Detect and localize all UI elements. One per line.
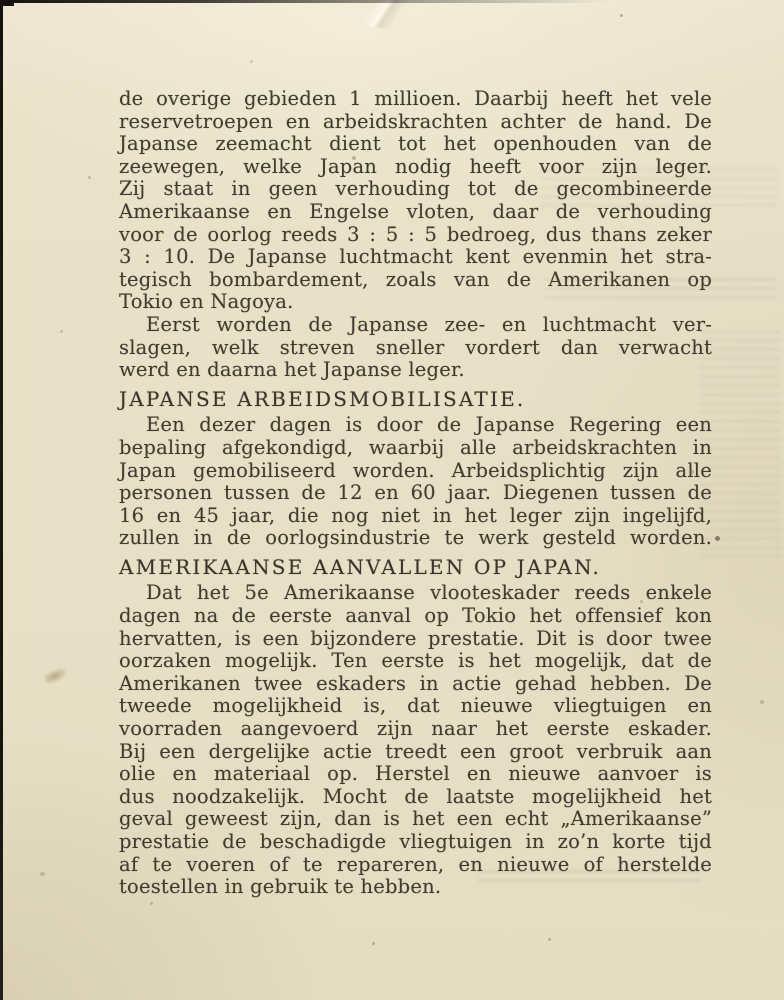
text-line: personen tussen de 12 en 60 jaar. Diegenen tussen de xyxy=(119,481,712,505)
text-line: Japan gemobiliseerd worden. Arbeidsplichtig zijn alle xyxy=(119,458,712,482)
text-line: Dat het 5e Amerikaanse vlooteskader reeds enkele xyxy=(146,581,712,605)
paper-speck xyxy=(470,620,473,623)
text-line: zeewegen, welke Japan nodig heeft voor zijn leger. xyxy=(119,154,712,178)
body-paragraph xyxy=(119,314,712,382)
text-line: Tokio en Nagoya. xyxy=(119,290,294,314)
text-line: dus noodzakelijk. Mocht de laatste mogelijkheid het xyxy=(119,784,712,808)
show-through-smudge xyxy=(545,278,777,304)
paper-speck xyxy=(690,470,694,474)
text-line: Zij staat in geen verhouding tot de gecombineerde xyxy=(119,177,712,201)
text-line: de overige gebieden 1 millioen. Daarbij heeft het vele xyxy=(119,87,712,110)
section-heading: JAPANSE ARBEIDSMOBILISATIE. xyxy=(119,386,526,411)
text-line: olie en materiaal op. Herstel en nieuwe aanvoer is xyxy=(119,762,712,786)
text-line: af te voeren of te repareren, en nieuwe of herstelde xyxy=(119,852,712,876)
scan-edge-artifact xyxy=(0,0,14,6)
paper-speck xyxy=(88,176,91,179)
paper-speck xyxy=(548,938,551,941)
text-line: prestatie de beschadigde vliegtuigen in zo’n korte tijd xyxy=(119,830,712,853)
text-line: tegisch bombardement, zoals van de Amerikanen op xyxy=(119,267,712,291)
text-line: dagen na de eerste aanval op Tokio het offensief kon xyxy=(119,604,712,628)
paper-speck xyxy=(760,700,764,704)
show-through-smudge xyxy=(540,168,778,210)
paper-speck xyxy=(640,600,643,603)
text-line: Een dezer dagen is door de Japanse Regering een xyxy=(146,413,712,437)
text-line: geval geweest zijn, dan is het een echt „Amerikaanse” xyxy=(119,807,712,831)
text-line: zullen in de oorlogsindustrie te werk gesteld worden. xyxy=(119,526,712,550)
text-line: oorzaken mogelijk. Ten eerste is het mogelijk, dat de xyxy=(119,649,712,673)
body-paragraph xyxy=(119,414,712,550)
text-line: 16 en 45 jaar, die nog niet in het leger zijn ingelijfd, xyxy=(119,503,712,527)
paper-stain xyxy=(42,663,71,687)
paper-speck xyxy=(40,872,45,876)
text-line: hervatten, is een bijzondere prestatie. Dit is door twee xyxy=(119,626,712,650)
text-line: toestellen in gebruik te hebben. xyxy=(119,875,442,899)
paper-speck xyxy=(372,942,375,945)
text-line: reservetroepen en arbeidskrachten achter de hand. De xyxy=(119,109,712,133)
paper-speck xyxy=(60,330,63,333)
paper-speck xyxy=(150,902,153,905)
text-line: slagen, welk streven sneller vordert dan verwacht xyxy=(119,335,712,359)
text-line: tweede mogelijkheid is, dat nieuwe vliegtuigen en xyxy=(119,694,712,718)
text-line: voor de oorlog reeds 3 : 5 : 5 bedroeg, dus thans zeker xyxy=(119,222,712,246)
text-line: bepaling afgekondigd, waarbij alle arbeidskrachten in xyxy=(119,435,712,459)
paper-speck xyxy=(352,156,356,160)
text-line: Japanse zeemacht dient tot het openhouden van de xyxy=(119,132,712,156)
section-heading: AMERIKAANSE AANVALLEN OP JAPAN. xyxy=(119,554,602,579)
text-line: Amerikanen twee eskaders in actie gehad hebben. De xyxy=(119,671,712,695)
paper-speck xyxy=(715,536,720,541)
text-line: 3 : 10. De Japanse luchtmacht kent evenmin het stra- xyxy=(119,245,712,269)
paper-speck xyxy=(250,60,253,63)
show-through-smudge xyxy=(700,330,780,560)
text-line: werd en daarna het Japanse leger. xyxy=(119,358,465,382)
paper-speck xyxy=(620,14,623,17)
text-line: voorraden aangevoerd zijn naar het eerste eskader. xyxy=(119,717,712,741)
show-through-smudge xyxy=(478,870,702,888)
text-line: Amerikaanse en Engelse vloten, daar de verhouding xyxy=(119,199,712,223)
paper-crease xyxy=(316,0,449,37)
text-line: Bij een dergelijke actie treedt een groot verbruik aan xyxy=(119,739,712,763)
body-paragraph xyxy=(119,582,712,898)
text-line: Eerst worden de Japanse zee- en luchtmacht ver- xyxy=(146,312,712,336)
